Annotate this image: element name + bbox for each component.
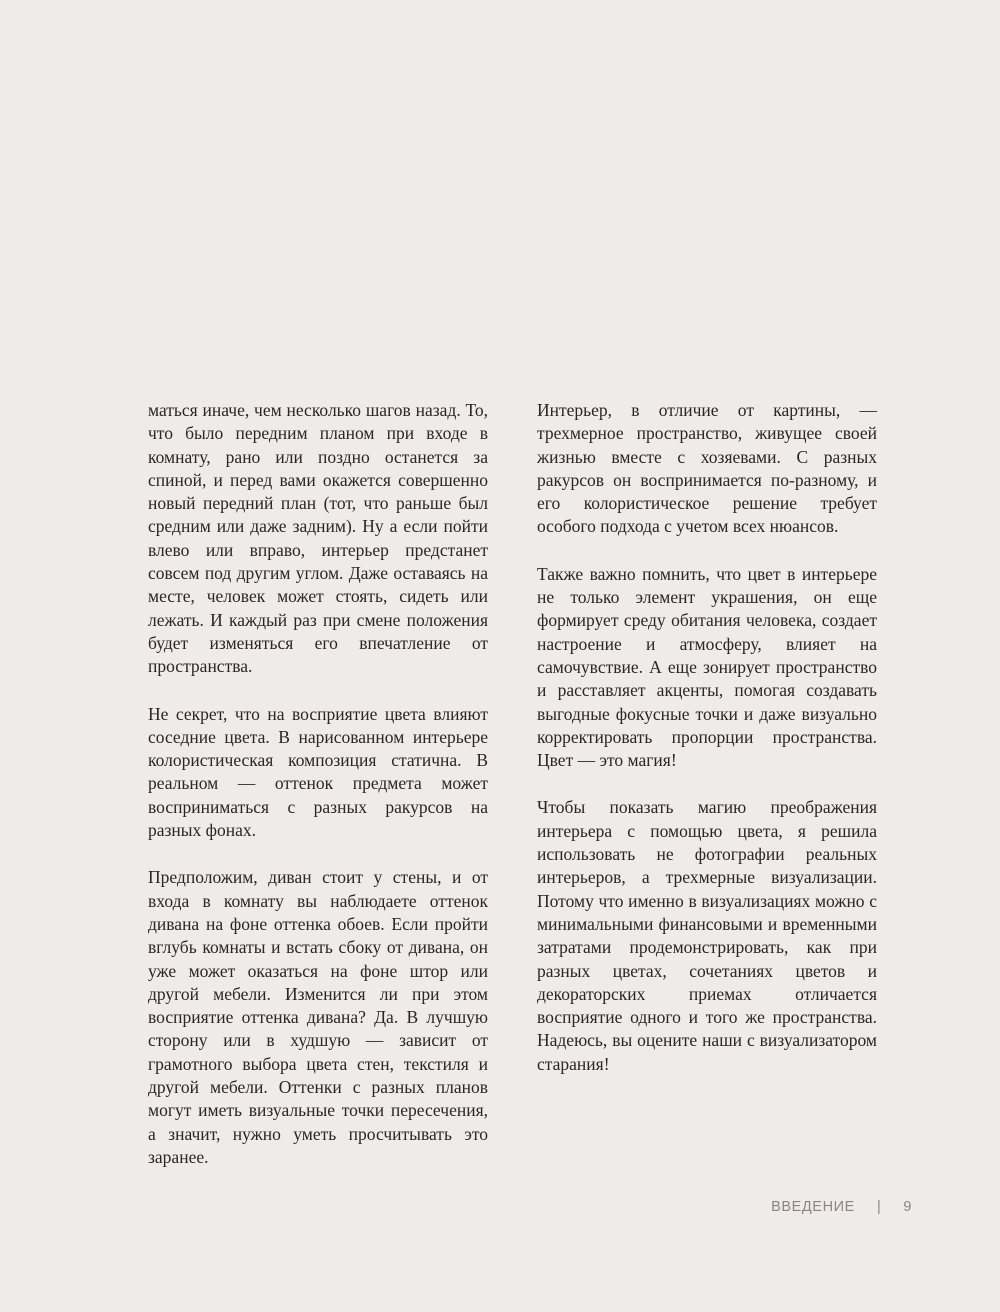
page-footer — [771, 1199, 912, 1215]
paragraph: маться иначе, чем несколько шагов назад. То, что было передним планом при входе в комнату, рано или поздно останется за спиной, и перед вами окажется совершенно новый передний план (тот, что раньше был средним или даже задним). Ну а если пойти влево или вправо, интерьер предстанет совсем под другим углом. Даже оставаясь на месте, человек может стоять, сидеть или лежать. И каждый раз при смене положения будет изменяться его впечатление от пространства. — [148, 400, 488, 677]
paragraph: Не секрет, что на восприятие цвета влияют соседние цвета. В нарисованном интерьере колористическая композиция статична. В реальном — оттенок предмета может восприниматься с разных ракурсов на разных фонах. — [148, 703, 488, 841]
paragraph: Интерьер, в отличие от картины, — трехмерное пространство, живущее своей жизнью вместе с хозяевами. С разных ракурсов он воспринимается по-разному, и его колористическое решение требует особого подхода с учетом всех нюансов. — [537, 400, 877, 537]
paragraph: Предположим, диван стоит у стены, и от входа в комнату вы наблюдаете оттенок дивана на фоне оттенка обоев. Если пройти вглубь комнаты и встать сбоку от дивана, он уже может оказаться на фоне штор или другой мебели. Изменится ли при этом восприятие оттенка дивана? Да. В лучшую сторону или в худшую — зависит от грамотного выбора цвета стен, текстиля и другой мебели. Оттенки с разных планов могут иметь визуальные точки пересечения, а значит, нужно уметь просчитывать это заранее. — [148, 867, 488, 1167]
footer-separator: | — [876, 1199, 882, 1215]
right-column — [537, 399, 877, 1100]
page-number: 9 — [903, 1199, 912, 1215]
paragraph: Чтобы показать магию преображения интерьера с помощью цвета, я решила использовать не фотографии реальных интерьеров, а трехмерные визуализации. Потому что именно в визуализациях можно с минимальными финансовыми и временными затратами продемонстрировать, как при разных цветах, сочетаниях цветов и декораторских приемах отличается восприятие одного и того же пространства. Надеюсь, вы оцените наши с визуализатором старания! — [537, 797, 877, 1074]
left-column — [148, 399, 488, 1193]
section-title: ВВЕДЕНИЕ — [771, 1199, 855, 1215]
paragraph: Также важно помнить, что цвет в интерьере не только элемент украшения, он еще формирует среду обитания человека, создает настроение и атмосферу, влияет на самочувствие. А еще зонирует пространство и расставляет акценты, помогая создавать выгодные фокусные точки и даже визуально корректировать пропорции пространства. Цвет — это магия! — [537, 563, 877, 771]
